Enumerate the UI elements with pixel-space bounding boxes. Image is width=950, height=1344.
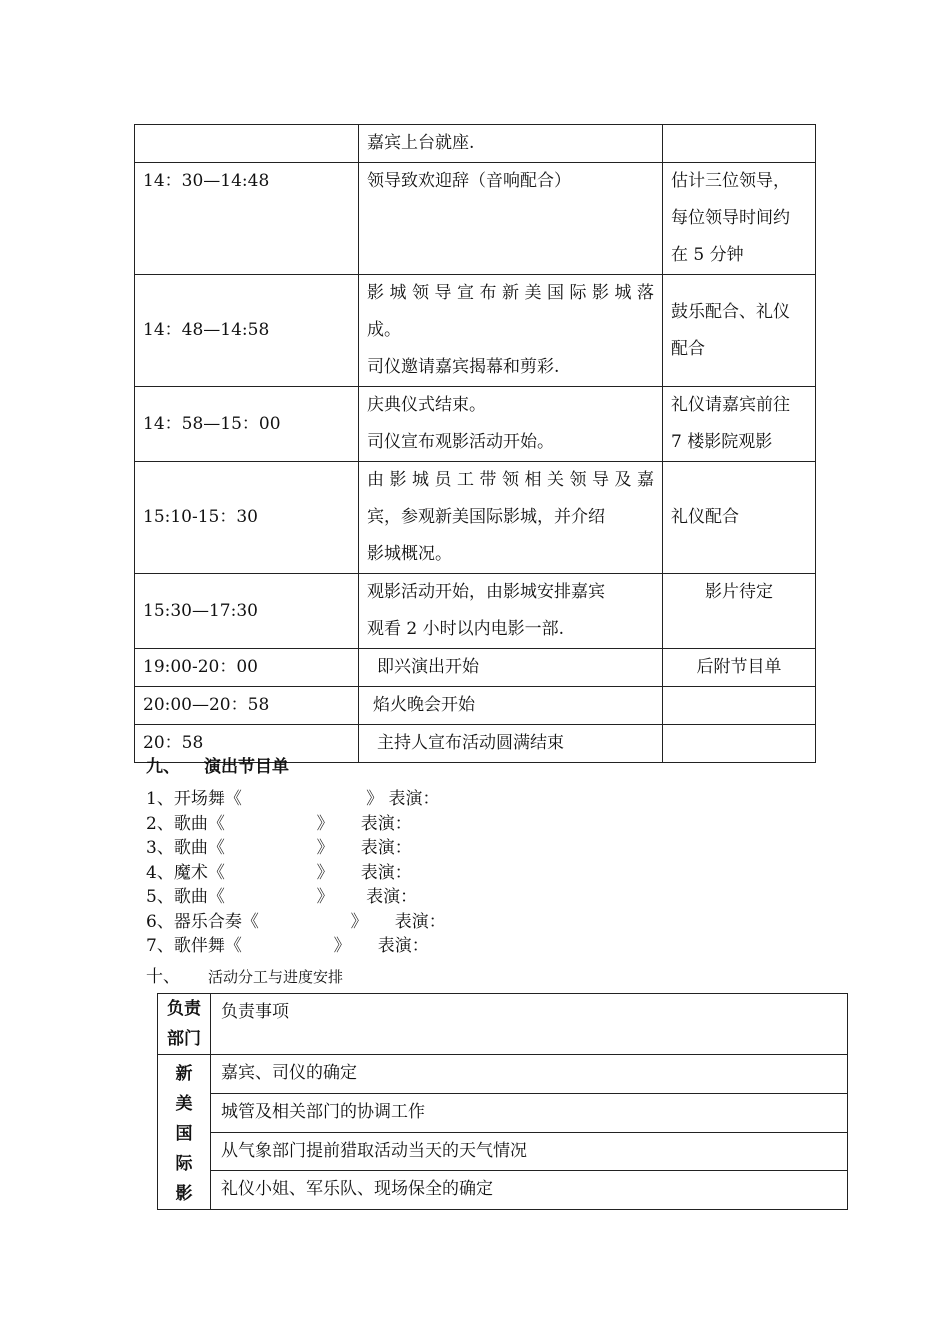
section10-title: 活动分工与进度安排 bbox=[208, 968, 344, 986]
schedule-content-line: 焰火晚会开始 bbox=[372, 695, 475, 715]
schedule-note-line: 7 楼影院观影 bbox=[670, 432, 773, 452]
section10-heading bbox=[146, 962, 343, 987]
duty-dept-char: 美 bbox=[175, 1094, 193, 1114]
schedule-content bbox=[358, 387, 662, 462]
schedule-content-line: 成。 bbox=[366, 320, 401, 340]
duty-task: 嘉宾、司仪的确定 bbox=[211, 1055, 848, 1094]
schedule-row bbox=[135, 125, 816, 163]
schedule-note bbox=[662, 725, 815, 763]
program-item: 1、开场舞《 》 表演： bbox=[146, 789, 440, 809]
schedule-row bbox=[135, 574, 816, 649]
schedule-content-line: 嘉宾上台就座. bbox=[366, 133, 475, 153]
section9-number: 九、 bbox=[146, 757, 180, 777]
schedule-content bbox=[358, 462, 662, 574]
program-item: 4、魔术《 》 表演： bbox=[146, 862, 412, 883]
schedule-note-line: 在 5 分钟 bbox=[670, 245, 744, 265]
schedule-time: 20:00—20：58 bbox=[135, 687, 359, 725]
schedule-note bbox=[662, 462, 815, 574]
duty-task: 礼仪小姐、军乐队、现场保全的确定 bbox=[211, 1171, 848, 1210]
section10-number: 十、 bbox=[146, 967, 180, 987]
schedule-note bbox=[662, 649, 815, 687]
schedule-content bbox=[358, 125, 662, 163]
schedule-note bbox=[662, 687, 815, 725]
schedule-table bbox=[134, 124, 816, 763]
schedule-content-line: 主持人宣布活动圆满结束 bbox=[376, 733, 564, 753]
schedule-content bbox=[358, 163, 662, 275]
schedule-time: 15:30—17:30 bbox=[135, 574, 359, 649]
schedule-body bbox=[135, 125, 816, 763]
schedule-content bbox=[358, 687, 662, 725]
schedule-content bbox=[358, 574, 662, 649]
schedule-row bbox=[135, 462, 816, 574]
schedule-note-line: 后附节目单 bbox=[696, 657, 782, 677]
schedule-note-line: 估计三位领导， bbox=[670, 171, 790, 191]
schedule-note bbox=[662, 387, 815, 462]
schedule-time: 14：30—14:48 bbox=[135, 163, 359, 275]
section9-heading bbox=[146, 752, 289, 777]
schedule-content-line: 庆典仪式结束。 bbox=[366, 395, 486, 415]
schedule-note-line: 配合 bbox=[670, 338, 705, 359]
schedule-note bbox=[662, 125, 815, 163]
schedule-row bbox=[135, 687, 816, 725]
duty-dept-char: 际 bbox=[175, 1154, 193, 1174]
schedule-content-line: 由影城员工带领相关领导及嘉 bbox=[366, 470, 654, 490]
schedule-note-line: 鼓乐配合、礼仪 bbox=[670, 301, 790, 322]
schedule-note-line: 礼仪配合 bbox=[670, 507, 739, 527]
schedule-note bbox=[662, 163, 815, 275]
program-item: 3、歌曲《 》 表演： bbox=[146, 838, 412, 858]
duty-header-row bbox=[158, 994, 848, 1055]
schedule-content-line: 司仪邀请嘉宾揭幕和剪彩. bbox=[366, 357, 560, 377]
schedule-note bbox=[662, 574, 815, 649]
program-item: 7、歌伴舞《 》 表演： bbox=[146, 936, 429, 956]
schedule-content bbox=[358, 725, 662, 763]
schedule-content-line: 观看 2 小时以内电影一部. bbox=[366, 619, 565, 639]
schedule-time: 20：58 bbox=[135, 725, 359, 763]
duty-header-task: 负责事项 bbox=[211, 994, 848, 1055]
duty-task: 城管及相关部门的协调工作 bbox=[211, 1093, 848, 1132]
schedule-time: 14：58—15：00 bbox=[135, 387, 359, 462]
duty-dept-cell bbox=[158, 1055, 211, 1210]
schedule-time bbox=[135, 125, 359, 163]
duty-row bbox=[158, 1055, 848, 1094]
schedule-row bbox=[135, 649, 816, 687]
section9-title: 演出节目单 bbox=[204, 757, 289, 777]
duty-table bbox=[157, 993, 848, 1210]
schedule-content-line: 影城概况。 bbox=[366, 544, 452, 564]
schedule-row bbox=[135, 275, 816, 387]
schedule-note-line: 礼仪请嘉宾前往 bbox=[670, 395, 790, 415]
schedule-note-line: 每位领导时间约 bbox=[670, 208, 790, 228]
schedule-content bbox=[358, 275, 662, 387]
duty-header-dept-line: 负责 bbox=[167, 999, 201, 1019]
program-item: 5、歌曲《 》 表演： bbox=[146, 887, 418, 907]
program-item: 2、歌曲《 》 表演： bbox=[146, 813, 412, 834]
schedule-content-line: 司仪宣布观影活动开始。 bbox=[366, 432, 554, 452]
duty-row bbox=[158, 1171, 848, 1210]
duty-dept-char: 新 bbox=[175, 1064, 193, 1084]
duty-dept-char: 国 bbox=[175, 1124, 193, 1144]
schedule-content-line: 即兴演出开始 bbox=[376, 657, 479, 677]
duty-task: 从气象部门提前猎取活动当天的天气情况 bbox=[211, 1132, 848, 1171]
schedule-time: 15:10-15：30 bbox=[135, 462, 359, 574]
schedule-row bbox=[135, 387, 816, 462]
duty-row bbox=[158, 1132, 848, 1171]
duty-dept-char: 影 bbox=[175, 1184, 193, 1204]
schedule-content bbox=[358, 649, 662, 687]
duty-header-dept bbox=[158, 994, 211, 1055]
schedule-content-line: 宾，参观新美国际影城，并介绍 bbox=[366, 507, 605, 527]
schedule-content-line: 领导致欢迎辞（音响配合） bbox=[366, 171, 571, 191]
program-item: 6、器乐合奏《 》 表演： bbox=[146, 911, 446, 932]
schedule-note bbox=[662, 275, 815, 387]
schedule-content-line: 影城领导宣布新美国际影城落 bbox=[366, 283, 654, 303]
schedule-note-line: 影片待定 bbox=[704, 582, 773, 602]
schedule-content-line: 观影活动开始，由影城安排嘉宾 bbox=[366, 582, 605, 602]
schedule-time: 19:00-20：00 bbox=[135, 649, 359, 687]
duty-row bbox=[158, 1093, 848, 1132]
duty-header-dept-line: 部门 bbox=[167, 1029, 201, 1049]
schedule-row bbox=[135, 163, 816, 275]
schedule-time: 14：48—14:58 bbox=[135, 275, 359, 387]
